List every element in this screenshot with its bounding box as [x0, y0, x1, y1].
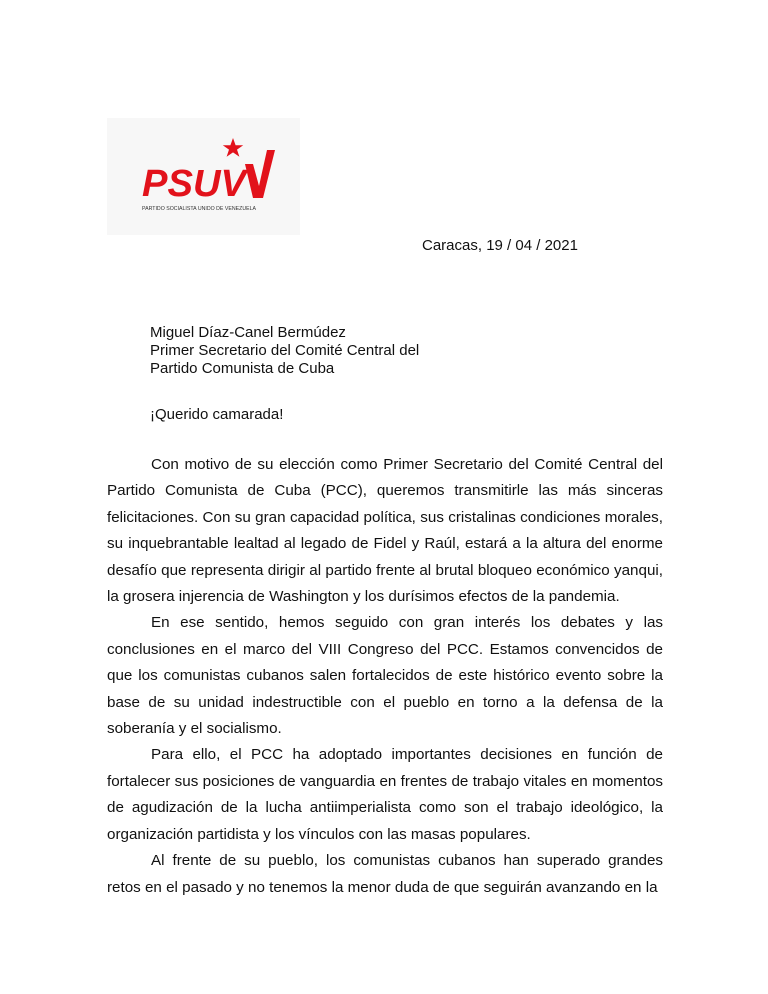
recipient-title-line1: Primer Secretario del Comité Central del — [150, 342, 420, 359]
logo-subtitle: PARTIDO SOCIALISTA UNIDO DE VENEZUELA — [142, 206, 257, 212]
greeting: ¡Querido camarada! — [150, 406, 284, 423]
logo-wordmark: PSUV — [142, 163, 249, 205]
body-paragraph-2: En ese sentido, hemos seguido con gran interés los debates y las conclusiones en el marco del VIII Congreso del PCC. Estamos convencidos de que los comunistas cubanos salen fortalecidos de este histórico evento sobre la base de su unidad indestructible con el pueblo en torno a la defensa de la soberanía y el socialismo. — [107, 614, 663, 738]
body-paragraph-3: Para ello, el PCC ha adoptado importantes decisiones en función de fortalecer sus posiciones de vanguardia en frentes de trabajo vitales en momentos de agudización de la lucha antiimperialista como son el trabajo ideológico, la organización partidista y los vínculos con las masas populares. — [107, 746, 663, 843]
body-paragraph-4: Al frente de su pueblo, los comunistas cubanos han superado grandes retos en el pasado y no tenemos la menor duda de que seguirán avanzando en la — [107, 852, 663, 896]
star-icon — [223, 138, 243, 157]
logo-swoosh — [245, 150, 275, 198]
psuv-logo — [107, 118, 300, 235]
letter-body — [107, 452, 663, 901]
body-paragraph-1: Con motivo de su elección como Primer Secretario del Comité Central del Partido Comunista de Cuba (PCC), queremos transmitirle las más sinceras felicitaciones. Con su gran capacidad política, sus cristalinas condiciones morales, su inquebrantable lealtad al legado de Fidel y Raúl, estará a la altura del enorme desafío que representa dirigir al partido frente al brutal bloqueo económico yanqui, la grosera injerencia de Washington y los durísimos efectos de la pandemia. — [107, 456, 663, 606]
recipient-title-line2: Partido Comunista de Cuba — [150, 360, 335, 377]
letter-date: Caracas, 19 / 04 / 2021 — [422, 237, 578, 254]
recipient-block — [150, 324, 419, 378]
recipient-name: Miguel Díaz-Canel Bermúdez — [150, 324, 346, 341]
